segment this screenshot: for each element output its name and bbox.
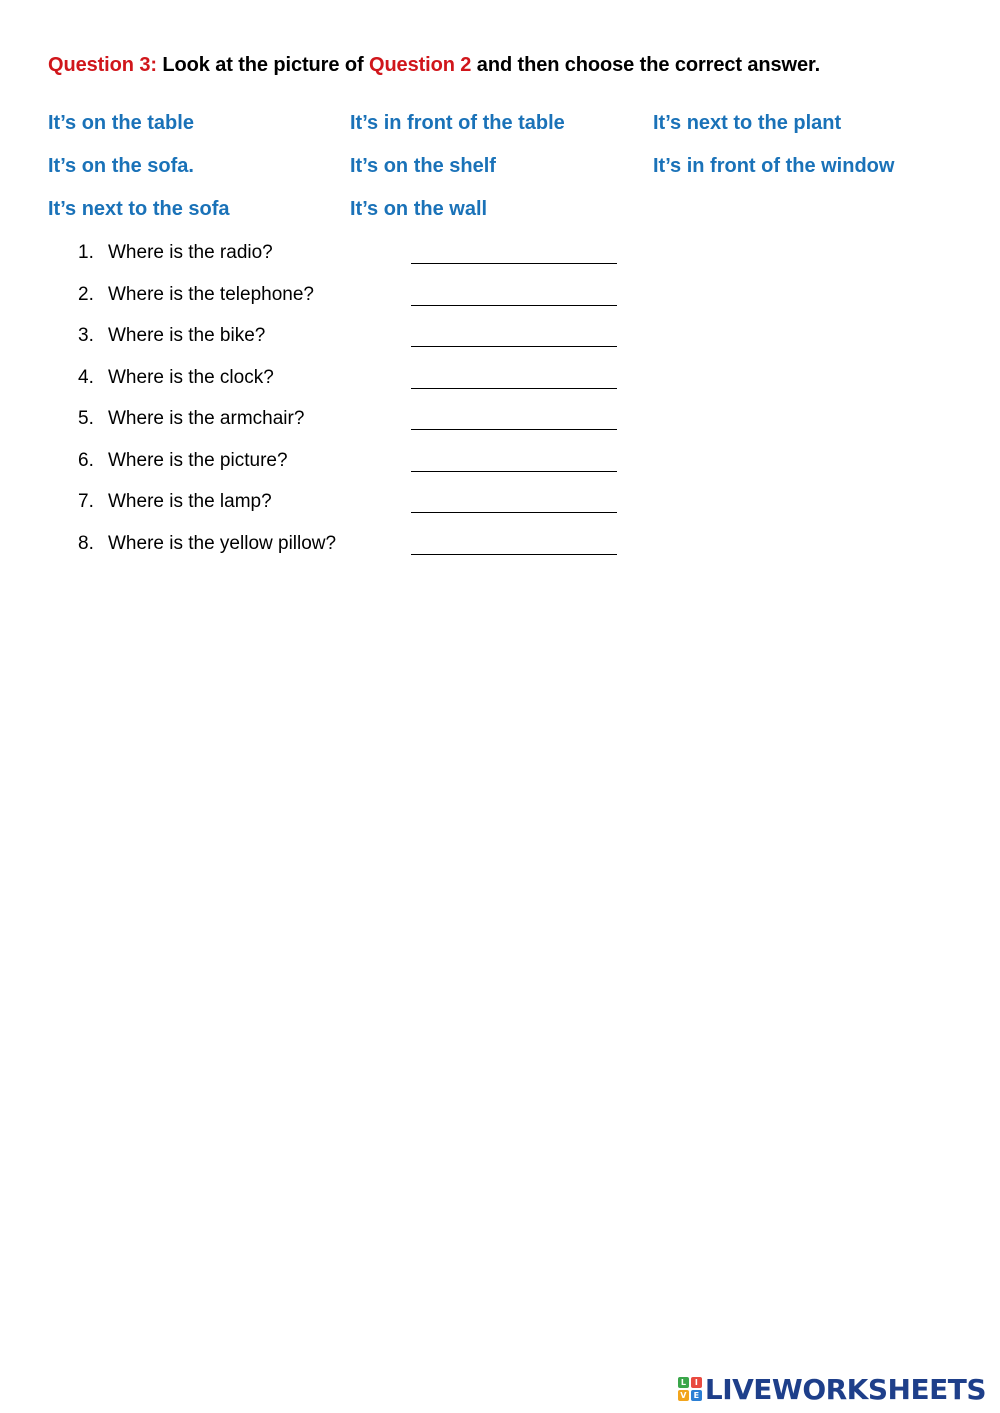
question-row xyxy=(0,450,1000,480)
question-number: 5. xyxy=(78,408,94,429)
question-text: Where is the armchair? xyxy=(108,408,305,429)
question-row xyxy=(0,284,1000,314)
question-row xyxy=(0,325,1000,355)
answer-input[interactable] xyxy=(411,388,617,389)
option-on-wall: It’s on the wall xyxy=(350,198,488,220)
logo-text: LIVEWORKSHEETS xyxy=(704,1372,986,1406)
question-text: Where is the clock? xyxy=(108,367,274,388)
answer-input[interactable] xyxy=(411,471,617,472)
question-number: 7. xyxy=(78,491,94,512)
question-number: 1. xyxy=(78,242,94,263)
question-number: 2. xyxy=(78,284,94,305)
logo-mark-icon xyxy=(678,1377,702,1401)
question-row xyxy=(0,491,1000,521)
heading-text-a: Look at the picture of xyxy=(156,54,369,76)
question-number: 8. xyxy=(78,533,94,554)
option-on-sofa: It’s on the sofa. xyxy=(48,155,194,177)
question-text: Where is the telephone? xyxy=(108,284,314,305)
question-label: Question 3: xyxy=(48,54,157,76)
option-on-shelf: It’s on the shelf xyxy=(350,155,496,177)
question-row xyxy=(0,242,1000,272)
liveworksheets-logo xyxy=(678,1374,986,1404)
question-text: Where is the picture? xyxy=(108,450,288,471)
question-row xyxy=(0,533,1000,563)
question-text: Where is the radio? xyxy=(108,242,273,263)
answer-input[interactable] xyxy=(411,346,617,347)
question-row xyxy=(0,408,1000,438)
question-number: 3. xyxy=(78,325,94,346)
logo-tile: L xyxy=(678,1377,689,1388)
answer-input[interactable] xyxy=(411,263,617,264)
question-text: Where is the bike? xyxy=(108,325,266,346)
answer-input[interactable] xyxy=(411,554,617,555)
option-front-of-table: It’s in front of the table xyxy=(350,112,565,134)
question-ref: Question 2 xyxy=(368,54,472,76)
option-on-table: It’s on the table xyxy=(48,112,194,134)
question-number: 6. xyxy=(78,450,94,471)
question-text: Where is the yellow pillow? xyxy=(108,533,337,554)
logo-tile: I xyxy=(691,1377,702,1388)
question-text: Where is the lamp? xyxy=(108,491,272,512)
logo-tile: E xyxy=(691,1390,702,1401)
option-front-of-window: It’s in front of the window xyxy=(653,155,895,177)
heading-text-b: and then choose the correct answer. xyxy=(471,54,821,76)
question-heading xyxy=(48,54,820,77)
answer-input[interactable] xyxy=(411,305,617,306)
question-number: 4. xyxy=(78,367,94,388)
answer-input[interactable] xyxy=(411,512,617,513)
answer-input[interactable] xyxy=(411,429,617,430)
option-next-to-plant: It’s next to the plant xyxy=(653,112,842,134)
option-next-to-sofa: It’s next to the sofa xyxy=(48,198,230,220)
logo-tile: V xyxy=(678,1390,689,1401)
question-row xyxy=(0,367,1000,397)
